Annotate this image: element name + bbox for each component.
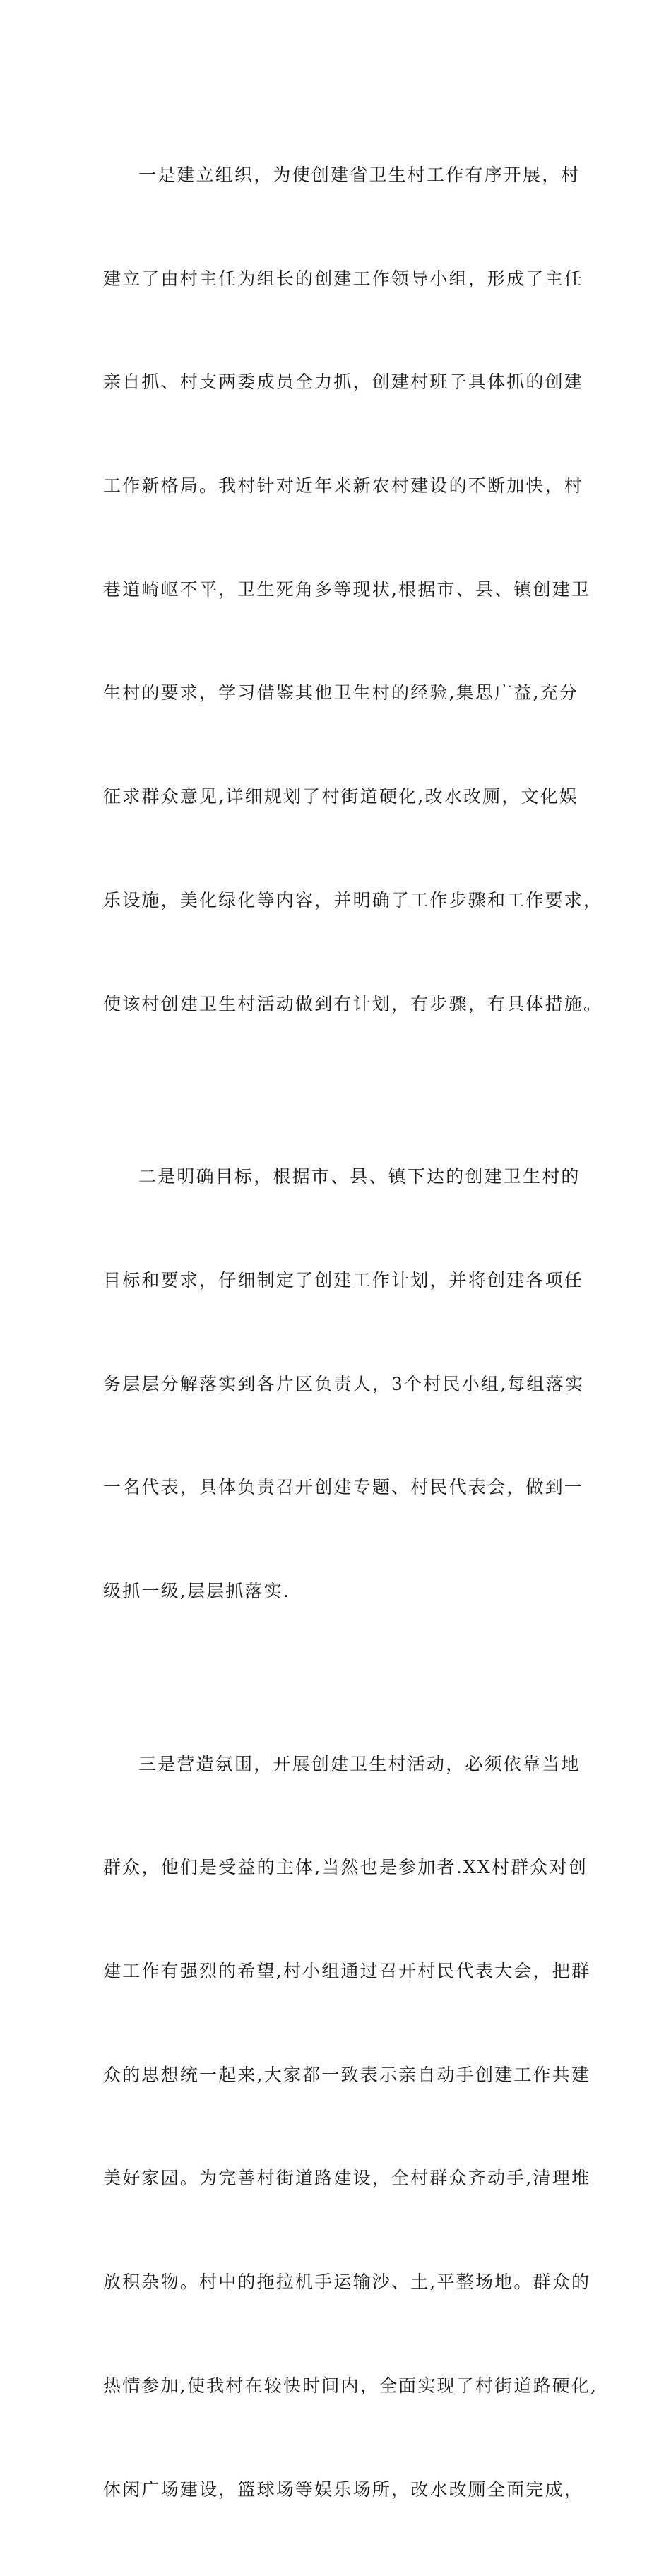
- text-line: 美好家园。为完善村街道路建设，全村群众齐动手,清理堆: [103, 2168, 591, 2189]
- text-line: 乐设施，美化绿化等内容，并明确了工作步骤和工作要求，: [103, 889, 603, 910]
- text-line: 目标和要求，仔细制定了创建工作计划，并将创建各项任: [103, 1269, 584, 1290]
- paragraph-1: [103, 89, 603, 1091]
- body-text: [103, 89, 603, 2576]
- text-line: 放积杂物。村中的拖拉机手运输沙、土,平整场地。群众的: [103, 2272, 591, 2293]
- text-line: 建立了由村主任为组长的创建工作领导小组，形成了主任: [103, 268, 584, 289]
- text-line: 一名代表，具体负责召开创建专题、村民代表会，做到一: [103, 1477, 584, 1498]
- text-line: 群众，他们是受益的主体,当然也是参加者.XX村群众对创: [103, 1857, 588, 1878]
- text-line: 热情参加,使我村在较快时间内，全面实现了村街道路硬化,: [103, 2375, 598, 2396]
- text-line: 三是营造氛围，开展创建卫生村活动，必须依靠当地: [138, 1753, 581, 1774]
- text-line: 务层层分解落实到各片区负责人，3个村民小组,每组落实: [103, 1373, 585, 1394]
- text-line: 亲自抓、村支两委成员全力抓，创建村班子具体抓的创建: [103, 372, 584, 393]
- text-line: 征求群众意见,详细规划了村街道硬化,改水改厕，文化娱: [103, 786, 579, 807]
- text-line: 生村的要求，学习借鉴其他卫生村的经验,集思广益,充分: [103, 682, 579, 704]
- text-line: 一是建立组织，为使创建省卫生村工作有序开展，村: [138, 164, 581, 185]
- text-line: 工作新格局。我村针对近年来新农村建设的不断加快，村: [103, 475, 584, 496]
- text-line: 建工作有强烈的希望,村小组通过召开村民代表大会，把群: [103, 1960, 591, 1981]
- text-line: 使该村创建卫生村活动做到有计划，有步骤，有具体措施。: [103, 993, 603, 1014]
- text-line: 巷道崎岖不平，卫生死角多等现状,根据市、县、镇创建卫: [103, 578, 591, 600]
- text-line: 众的思想统一起来,大家都一致表示亲自动手创建工作共建: [103, 2064, 591, 2085]
- paragraph-2: [103, 1091, 585, 1678]
- paragraph-3: [103, 1678, 598, 2576]
- text-line: 级抓一级,层层抓落实.: [103, 1580, 291, 1601]
- text-line: 二是明确目标，根据市、县、镇下达的创建卫生村的: [138, 1166, 581, 1187]
- text-line: 休闲广场建设，篮球场等娱乐场所，改水改厕全面完成，: [103, 2479, 584, 2500]
